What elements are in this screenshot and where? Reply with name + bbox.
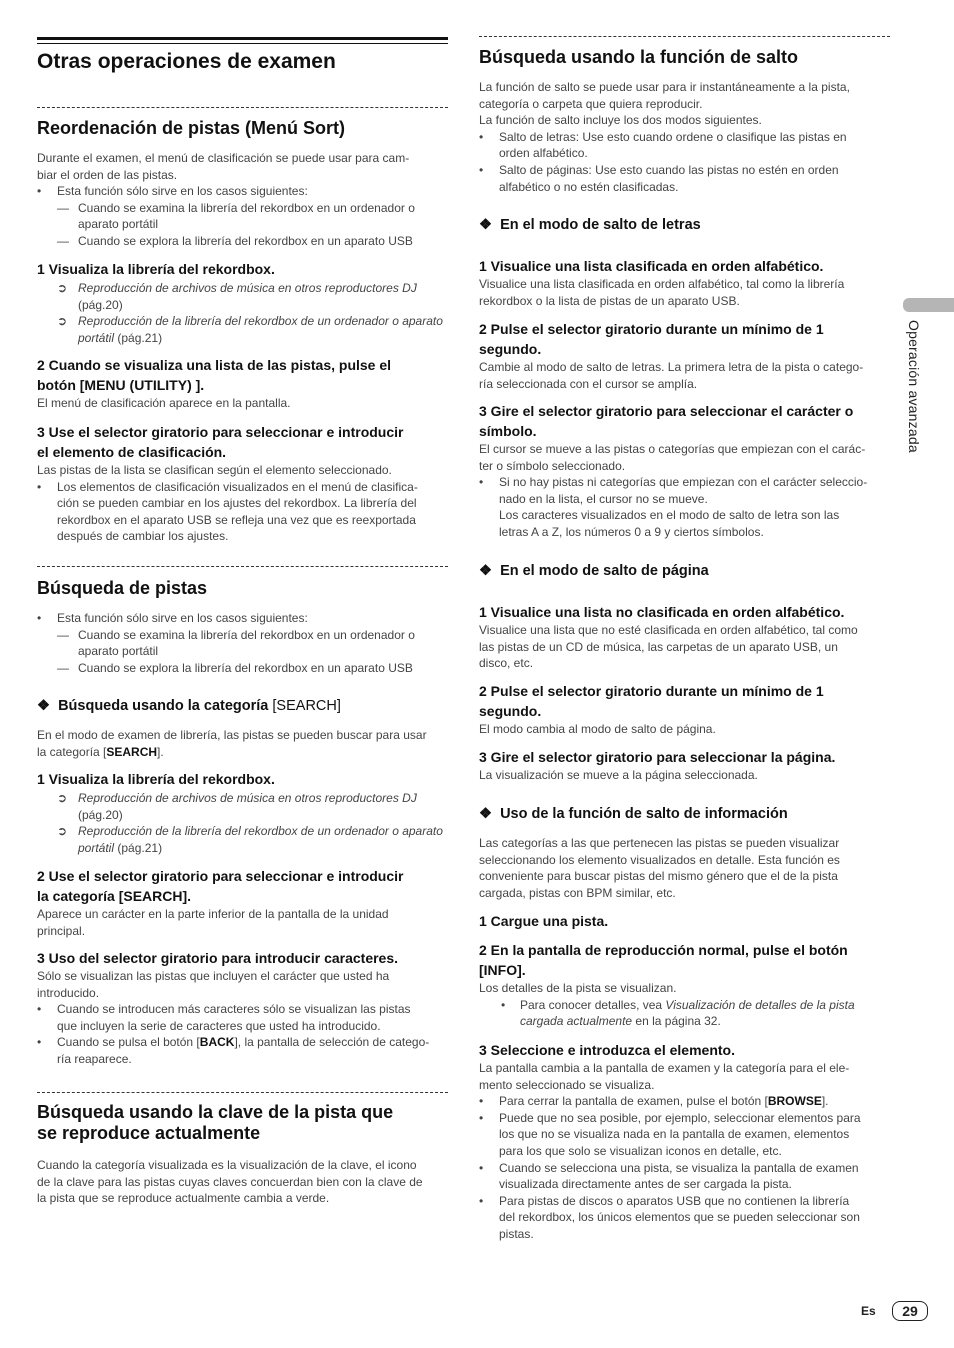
arrow-icon: ➲ [57,314,68,329]
step-heading: 3 Gire el selector giratorio para seleccionar el carácter o [479,403,854,419]
bullet-item: • Si no hay pistas ni categorías que empiezan con el carácter seleccio- nado en la lista, el cursor no se mueve. Los caracteres visualizados en el modo de salto de letra son las letras A a Z, los números 0 a 9 y ciertos símbolos. [479,475,868,539]
paragraph: cargada, pistas con BPM similar, etc. [479,885,676,900]
arrow-icon: ➲ [57,281,68,295]
diamond-icon: ❖ [479,563,492,579]
section-divider [37,1092,448,1093]
diamond-icon: ❖ [479,217,492,233]
paragraph: La visualización se mueve a la página seleccionada. [479,768,758,782]
section-divider [37,566,448,567]
paragraph: Aparece un carácter en la parte inferior de la pantalla de la unidad [37,907,389,921]
paragraph: la pista que se reproduce actualmente cambia a verde. [37,1191,330,1206]
subheading-page-jump: ❖ En el modo de salto de página [479,563,709,579]
dash-item: — Cuando se examina la librería del rekordbox en un ordenador o aparato portátil [57,627,415,659]
step-heading: símbolo. [479,423,537,439]
paragraph: La función de salto se puede usar para ir instantáneamente a la pista, [479,80,850,94]
bullet-item: • Esta función sólo sirve en los casos siguientes: [37,184,308,199]
paragraph: En el modo de examen de librería, las pistas se pueden buscar para usar [37,728,427,742]
step-heading: la categoría [SEARCH]. [37,888,192,904]
paragraph: Los detalles de la pista se visualizan. [479,981,677,995]
section-divider [37,107,448,108]
bullet-item: • Esta función sólo sirve en los casos siguientes: [37,611,308,625]
paragraph: La pantalla cambia a la pantalla de examen y la categoría para el ele- [479,1061,850,1075]
paragraph: La función de salto incluye los dos modos siguientes. [479,113,762,128]
paragraph: de la clave para las pistas cuyas claves concuerdan bien con la clave de [37,1174,423,1189]
subheading-letter-jump: ❖ En el modo de salto de letras [479,217,701,233]
paragraph: categoría o carpeta que quiera reproducir. [479,96,703,111]
title-rule-thin [37,43,448,44]
paragraph: Las pistas de la lista se clasifican según el elemento seleccionado. [37,463,392,477]
heading-search: Búsqueda de pistas [37,578,208,598]
dash-item: — Cuando se explora la librería del rekordbox en un aparato USB [57,660,413,675]
paragraph: la categoría [SEARCH]. [37,744,164,759]
page-number: 29 [892,1301,928,1321]
step-heading: 2 En la pantalla de reproducción normal, pulse el botón [479,942,848,958]
paragraph: disco, etc. [479,656,534,671]
subheading-search-category: ❖ Búsqueda usando la categoría [SEARCH] [37,698,341,714]
step-heading: 2 Pulse el selector giratorio durante un mínimo de 1 [479,683,824,699]
paragraph: El cursor se mueve a las pistas o categorías que empiezan con el carác- [479,442,866,456]
step-heading: botón [MENU (UTILITY) ]. [37,377,205,393]
page-title: Otras operaciones de examen [37,50,336,73]
paragraph: ter o símbolo seleccionado. [479,458,626,473]
bullet-item: • Salto de letras: Use esto cuando ordene o clasifique las pistas en orden alfabético. [479,129,847,161]
heading-key-search: se reproduce actualmente [37,1123,261,1143]
bullet-item: • Los elementos de clasificación visualizados en el menú de clasifica- ción se pueden cambiar en los ajustes del rekordbox. La librería del rekordbox en el aparato USB se refleja una vez que es reexportada después de cambiar los ajustes. [37,479,418,544]
side-tab-label: Operación avanzada [906,320,922,453]
paragraph: introducido. [37,985,100,1000]
step-heading: segundo. [479,341,542,357]
bullet-item: • Salto de páginas: Use esto cuando las pistas no estén en orden alfabético o no estén clasificadas. [479,162,839,194]
diamond-icon: ❖ [37,698,50,714]
diamond-icon: ❖ [479,806,492,822]
bullet-item: • Cuando se introducen más caracteres sólo se visualizan las pistas que incluyen la serie de caracteres que usted ha introducido. [37,1002,411,1033]
heading-jump: Búsqueda usando la función de salto [479,47,799,67]
step-heading: 1 Visualiza la librería del rekordbox. [37,771,275,787]
language-label: Es [861,1304,876,1318]
paragraph: ría seleccionada con el cursor se amplía. [479,376,698,391]
bullet-item: • Para pistas de discos o aparatos USB que no contienen la librería del rekordbox, los únicos elementos que se pueden seleccionar son pistas. [479,1193,860,1241]
dash-item: — Cuando se explora la librería del rekordbox en un aparato USB [57,233,413,248]
step-heading: 3 Seleccione e introduzca el elemento. [479,1042,735,1058]
page-reference: ➲ Reproducción de la librería del rekordbox de un ordenador o aparato portátil (pág.21) [57,314,443,345]
page-reference: ➲ Reproducción de la librería del rekordbox de un ordenador o aparato portátil (pág.21) [57,824,443,855]
arrow-icon: ➲ [57,824,68,839]
step-heading: 2 Use el selector giratorio para seleccionar e introducir [37,868,404,884]
bullet-item: • Cuando se selecciona una pista, se visualiza la pantalla de examen visualizada directamente antes de ser cargada la pista. [479,1160,859,1192]
side-tab-marker [903,298,954,312]
page-reference: ➲ Reproducción de archivos de música en otros reproductores DJ (pág.20) [57,791,417,822]
step-heading: 3 Use el selector giratorio para seleccionar e introducir [37,424,404,440]
step-heading: segundo. [479,703,542,719]
arrow-icon: ➲ [57,791,68,805]
paragraph: Durante el examen, el menú de clasificación se puede usar para cam- [37,151,410,165]
paragraph: seleccionando los elemento visualizados en detalle. Esta función es [479,852,840,867]
paragraph: Visualice una lista clasificada en orden alfabético, tal como la librería [479,277,845,291]
step-heading: 3 Uso del selector giratorio para introducir caracteres. [37,950,399,966]
paragraph: Cambie al modo de salto de letras. La primera letra de la pista o catego- [479,360,864,374]
step-heading: el elemento de clasificación. [37,444,227,460]
step-heading: 2 Pulse el selector giratorio durante un mínimo de 1 [479,321,824,337]
paragraph: El menú de clasificación aparece en la pantalla. [37,396,291,410]
paragraph: mento seleccionado se visualiza. [479,1077,655,1092]
bullet-item: • Para cerrar la pantalla de examen, pulse el botón [BROWSE]. [479,1094,829,1109]
dash-item: — Cuando se examina la librería del rekordbox en un ordenador o aparato portátil [57,200,415,232]
bullet-item: • Cuando se pulsa el botón [BACK], la pantalla de selección de catego- ría reaparece. [37,1035,430,1066]
paragraph: Las categorías a las que pertenecen las pistas se pueden visualizar [479,836,840,850]
step-heading: 2 Cuando se visualiza una lista de las pistas, pulse el [37,357,392,373]
paragraph: Sólo se visualizan las pistas que incluyen el carácter que usted ha [37,969,390,983]
paragraph: principal. [37,923,86,938]
paragraph: Cuando la categoría visualizada es la visualización de la clave, el icono [37,1158,417,1172]
section-divider [479,36,890,37]
step-heading: 1 Cargue una pista. [479,913,609,929]
bullet-item: • Para conocer detalles, vea Visualización de detalles de la pista cargada actualmente en la página 32. [501,997,855,1029]
paragraph: conveniente para buscar pistas del mismo género que el de la pista [479,869,838,884]
step-heading: [INFO]. [479,962,526,978]
step-heading: 1 Visualiza la librería del rekordbox. [37,261,275,277]
step-heading: 1 Visualice una lista no clasificada en orden alfabético. [479,604,845,620]
bullet-item: • Puede que no sea posible, por ejemplo, seleccionar elementos para los que no se visualiza nada en la pantalla de examen, elementos para los que solo se visualizan iconos en detalle, etc. [479,1110,861,1158]
paragraph: rekordbox o la lista de pistas de un aparato USB. [479,293,740,308]
step-heading: 3 Gire el selector giratorio para seleccionar la página. [479,749,836,765]
paragraph: biar el orden de las pistas. [37,167,178,182]
heading-sort: Reordenación de pistas (Menú Sort) [37,118,346,138]
subheading-info-jump: ❖ Uso de la función de salto de información [479,806,788,822]
title-rule-thick [37,37,448,40]
page-reference: ➲ Reproducción de archivos de música en otros reproductores DJ (pág.20) [57,281,417,312]
step-heading: 1 Visualice una lista clasificada en orden alfabético. [479,258,824,274]
paragraph: El modo cambia al modo de salto de página. [479,722,716,736]
heading-key-search: Búsqueda usando la clave de la pista que [37,1102,394,1122]
paragraph: Visualice una lista que no esté clasificada en orden alfabético, tal como [479,623,858,637]
paragraph: las pistas de un CD de música, las carpetas de un aparato USB, un [479,639,838,654]
